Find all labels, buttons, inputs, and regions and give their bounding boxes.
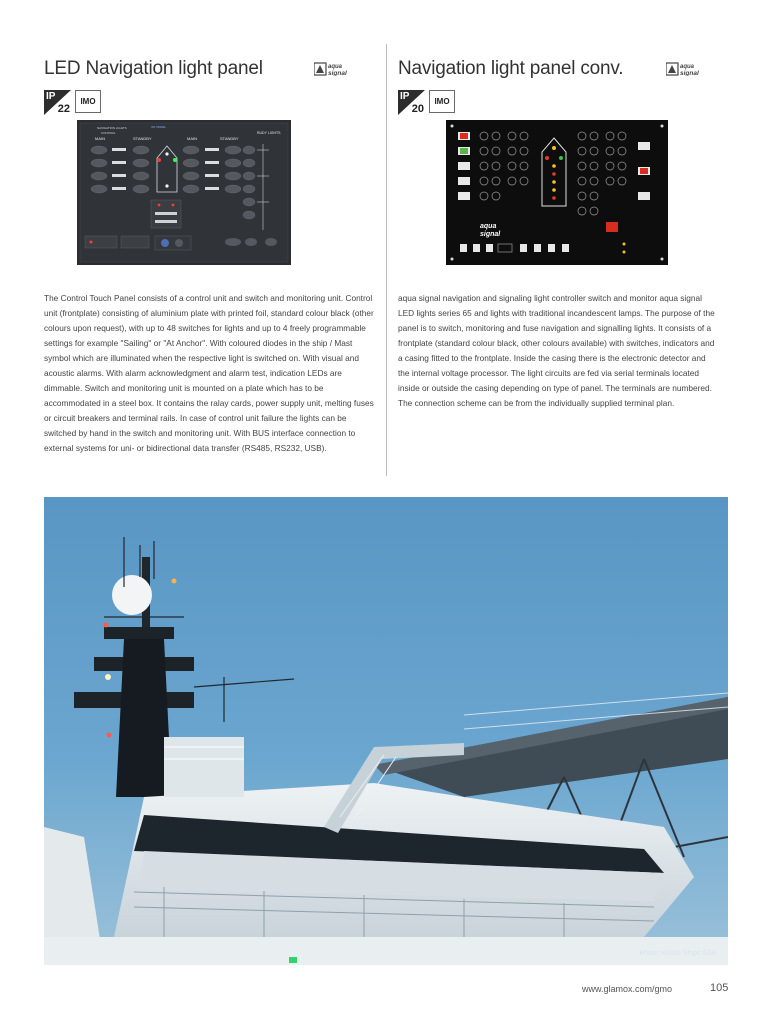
svg-text:aqua: aqua	[480, 223, 497, 230]
left-badges	[44, 90, 101, 115]
svg-text:NAVIGATION LIGHTS: NAVIGATION LIGHTS	[97, 126, 127, 130]
page-number: 105	[710, 982, 729, 994]
svg-text:signal: signal	[680, 70, 699, 76]
photo-credit: Photo: Havila Ships ASA	[639, 950, 716, 957]
left-description: The Control Touch Panel consists of a control unit and switch and monitoring unit. Control unit (frontplate) consisting of aluminium plate with printed foil, standard colour black (other colours upon request), with up to 48 switches for lights and up to 4 freely programmable settings for example "Sailing" or "At Anchor". With coloured diodes in the ship / Mast symbol which are illuminated when the respective light is switched on. With visual and acoustic alarms. With alarm acknowledgment and alarm test, indication LEDs are dimmable. Switch and monitoring unit is mounted on a plate which has to be accommodated in a steel box. It contains the ralay cards, power supply unit, melting fuses or circuit breakers and terminal rails. In case of control unit failure the lights can be switched by hand in the switch and monitoring unit. With BUS interface connection to external systems for uni- or bidirectional data transfer (RS485, RS232, USB).	[44, 293, 374, 453]
svg-text:STANDBY: STANDBY	[133, 136, 152, 141]
column-divider	[386, 44, 387, 476]
svg-text:MAIN: MAIN	[187, 136, 197, 141]
svg-text:aqua: aqua	[328, 64, 343, 70]
svg-text:MAIN: MAIN	[95, 136, 105, 141]
ip-rating-badge: IP 22	[46, 91, 70, 115]
svg-text:aqua: aqua	[680, 64, 695, 70]
svg-text:RUDY LIGHTS: RUDY LIGHTS	[257, 131, 281, 135]
ip-rating-badge: IP 20	[400, 91, 424, 115]
svg-text:signal: signal	[328, 70, 347, 76]
aqua-signal-logo	[666, 62, 718, 76]
aqua-signal-logo	[314, 62, 366, 76]
right-badges	[398, 90, 455, 115]
imo-badge: IMO	[75, 90, 101, 113]
offshore-vessel-photo	[44, 497, 728, 965]
footer-website-link[interactable]: www.glamox.com/gmo	[582, 984, 673, 994]
imo-badge: IMO	[429, 90, 455, 113]
conventional-navigation-panel-image	[446, 120, 668, 265]
svg-text:IST MODE: IST MODE	[151, 125, 166, 129]
right-description: aqua signal navigation and signaling light controller switch and monitor aqua signal LED lights series 65 and lights with traditional incandescent lamps. The purpose of the panel is to switch, monitoring and fuse navigation and signalling lights. It consists of a frontplate (standard colour black, other colours available) with switches, indicators and a casing fitted to the frontplate. Inside the casing there is the electronic detector and the internal voltage processor. The light circuits are fed via serial terminals located inside or outside the casing depending on type of panel. The terminals are numbered. The connection scheme can be from the individually supplied terminal plan.	[398, 293, 715, 408]
svg-text:STANDBY: STANDBY	[220, 136, 239, 141]
left-title: LED Navigation light panel	[44, 58, 263, 79]
svg-text:CONTROL: CONTROL	[101, 131, 116, 135]
right-title: Navigation light panel conv.	[398, 58, 624, 79]
svg-text:signal: signal	[480, 231, 501, 238]
led-navigation-panel-image	[77, 120, 291, 265]
